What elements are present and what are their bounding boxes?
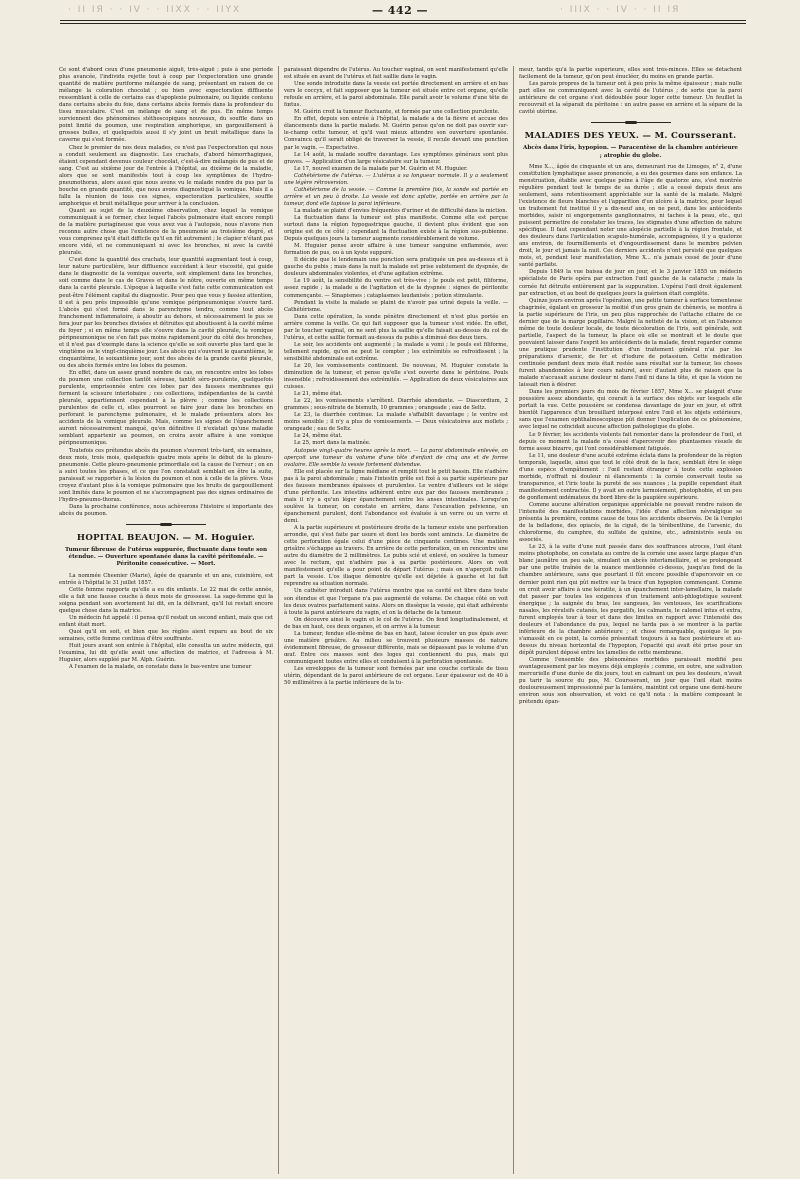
column-rule bbox=[278, 66, 279, 1174]
paragraph: Un cathéter introduit dans l'utérus montre que sa cavité est libre dans toute son étendue et que l'organe n'a pas augmenté de volume. De chaque côté on voit les deux ovaires parfaitement sains. Alors on dissèque la vessie, qui était adhérente à toute la paroi antérieure du vagin, et on la détache de la tumeur. bbox=[284, 588, 508, 616]
section-divider bbox=[126, 523, 206, 527]
paragraph: Toutefois ces prétendus abcès du poumon s'ouvrent très-tard, six semaines, deux mois, trois mois, quelquefois quatre mois après le début de la pleuro-pneumonie. Cette pleuro-pneumonie primordiale est la cause de l'erreur ; on en a suivi toutes les phases, et ce que l'on constatait semblait en être la suite, paraissait se rapporter à la lésion du poumon et non à celle de la plèvre. Vous croyez d'autant plus à la vomique pulmonaire que les bruits de gargouillement sont limités dans le poumon et ne s'accompagnent pas des signes ordinaires de l'hydro-pneumo-thorax. bbox=[59, 447, 273, 503]
paragraph: Une sonde introduite dans la vessie est portée directement en arrière et en bas vers le coccyx, et fait supposer que la tumeur est située entre cet organe, qu'elle refoule en arrière, et la paroi abdominale. Elle paraît avoir le volume d'une tête de fœtus. bbox=[284, 81, 508, 109]
paragraph: Elle est placée sur la ligne médiane et remplit tout le petit bassin. Elle n'adhère pas à la paroi abdominale ; mais l'intestin grêle est fixé à sa partie supérieure par des fausses membranes épaisses et purulentes. Le ventre d'ailleurs est le siége d'une péritonite. Les intestins adhèrent entre eux par des fausses membranes ; mais il n'y a qu'un léger épanchement entre les anses intestinales. Lorsqu'on soulève la tumeur, on constate en arrière, dans l'excavation pelvienne, un épanchement purulent, dont l'abondance est évaluée à un verre ou un verre et demi. bbox=[284, 468, 508, 524]
page-header bbox=[0, 0, 800, 66]
section-subtitle: Tumeur fibreuse de l'utérus suppurée, fluctuante dans toute son étendue. — Ouverture spontanée dans la cavité péritonéale. — Péritonite consécutive. — Mort. bbox=[64, 547, 268, 568]
paragraph: Le 17, nouvel examen de la malade par M. Guérin et M. Huguier. bbox=[294, 165, 468, 172]
paragraph: paraissant dépendre de l'utérus. Au toucher vaginal, on sent manifestement qu'elle est située en avant de l'utérus et fait saillie dans le vagin. bbox=[284, 67, 508, 81]
paragraph: Le soir, les accidents ont augmenté ; la malade a vomi ; le pouls est filiforme, tellement rapide, qu'on ne peut le compter ; les extrémités se refroidissent ; la sensibilité abdominale est extrême. bbox=[284, 341, 508, 362]
header-rule bbox=[60, 20, 746, 21]
paragraph: Quinze jours environ après l'opération, une petite tumeur à surface tomenteuse chagrinée, égalant en grosseur la moitié d'un gros grain de chènevis, se montra à la partie supérieure de l'iris, un peu plus rapprochée de l'attache ciliaire de ce dernier que de la marge pupillaire. Malgré la netteté de la vision, et en l'absence même de toute douleur locale, de toute décoloration de l'iris, soit générale, soit partielle, l'aspect de la tumeur, la place où elle se montrait et le doute que pouvaient laisser dans l'esprit les antécédents de la malade, firent regarder comme une pratique prudente l'institution d'un traitement général n'ai par les préparations d'arsenic, de fer et d'iodure de potassium. Cette médication continuée pendant deux mois était restée sans résultat sur la tumeur, les choses furent abandonnées à leur cours naturel, avec d'autant plus de raison que la malade n'accusait aucune douleur ni dans l'œil ni dans la tête, et que la vision ne laissait rien à désirer. bbox=[519, 297, 742, 389]
paragraph: A l'examen de la malade, on constate dans le bas-ventre une tumeur bbox=[69, 664, 252, 671]
column-rule bbox=[513, 66, 514, 1174]
column-left bbox=[59, 67, 273, 1175]
paragraph: Cette femme rapporte qu'elle a eu dix enfants. Le 22 mai de cette année, elle a fait une fausse couche à deux mois de grossesse. La sage-femme qui la soigna pendant son avortement lui dit, en la délivrant, qu'il lui restait encore quelque chose dans la matrice. bbox=[59, 586, 273, 614]
paragraph: Huit jours avant son entrée à l'hôpital, elle consulta un autre médecin, qui l'examina, lui dit qu'elle avait une affection de matrice, et l'adressa à M. Huguier, alors suppléé par M. Alph. Guérin. bbox=[59, 643, 273, 664]
paragraph: Ce sont d'abord ceux d'une pneumonie aiguë, très-aiguë ; puis à une période plus avancée, l'individu rejette tout à coup par l'expectoration une grande quantité de matière puriforme mélangée de sang, présentant en raison de ce mélange la coloration chocolat ; ou bien avec expectoration diffluente ressemblant à celle de certains cas d'apoplexie pulmonaire, ou liquide contenu dans certains abcès du foie, dans certains abcès formés dans la profondeur du tissu musculaire. C'est un mélange de sang et de pus. En même temps surviennent des phénomènes stéthoscopiques nouveaux, du souffle dans un point limité du poumon, une respiration amphorique, un gargouillement à grosses bulles, et quelquefois aussi il s'y joint un bruit métallique dans la caverne qui s'est formée. bbox=[59, 67, 273, 144]
paragraph: En effet, depuis son entrée à l'hôpital, la malade a de la fièvre et accuse des élancements dans la partie malade. M. Guérin pense qu'on ne doit pas ouvrir sur-le-champ cette tumeur, et qu'il vaut mieux attendre son ouverture spontanée. Convaincu qu'il serait obligé de traverser la vessie, il recule devant une ponction par le vagin. — Expectative. bbox=[284, 116, 508, 151]
bleed-through-text: · II IЯ · · IV · · IIXX · · IIYX bbox=[68, 5, 242, 15]
column-middle bbox=[284, 67, 508, 1175]
paragraph: Le 11, une douleur d'une acuité extrême éclata dans la profondeur de la région temporale, laquelle, ainsi que tout le côté droit de la face, semblait être le siège d'une espèce d'empâtement : l'œil restant étranger à toute cette explosion morbide, n'offrait ni douleur ni élancements : la cornée conservait toute sa transparence, et l'iris toute la pureté de ses nuances ; la pupille cependant était manifestement contractée. Il y avait en outre larmoiement, photophobie, et un peu de gonflement œdémateux du bord libre de la paupière supérieure. bbox=[519, 452, 742, 501]
paragraph: Depuis 1849 la vue baissa de jour en jour, et le 3 janvier 1855 un médecin spécialiste de Paris opéra par extraction l'œil gauche de la cataracte ; mais la cornée fut détruite entièrement par la suppuration. L'opérai l'œil droit également par extraction, et au bout de quelques jours la guérison était complète. bbox=[519, 269, 742, 297]
paragraph: En effet, dans un assez grand nombre de cas, on rencontre entre les lobes du poumon une collection tantôt séreuse, tantôt séro-purulente, quelquefois purulente, emprisonnée entre ces lobes par des fausses membranes qui forment la scissure interlobaire ; ces collections, indépendantes de la cavité pleurale, appartiennent cependant à la plèvre ; comme les collections purulentes de celle ci, elles pourront se faire jour dans les bronches en perforant le parenchyme pulmonaire, et le malade présentera alors les accidents de la vomique pleurale. Mais, comme les signes de l'épanchement auront nécessairement manqué, qu'en définitive il n'existait qu'une maladie semblant appartenir au poumon, on croira avoir affaire à une vomique péripneumonique. bbox=[59, 370, 273, 447]
paragraph: Le 20, les vomissements continuent. De nouveau, M. Huguier constate la diminution de la tumeur, et pense qu'elle s'est ouverte dans le péritoine. Pouls insensible ; refroidissement des extrémités. — Application de deux vésicatoires aux cuisses. bbox=[284, 362, 508, 391]
paragraph: Autopsie vingt-quatre heures après la mort. — La paroi abdominale enlevée, on aperçoit une tumeur du volume d'une tête d'enfant de cinq ans et de forme ovalaire. Elle semble la vessie fortement distendue. bbox=[284, 447, 508, 468]
section-subtitle: Abcès dans l'iris, hypopion. — Paracentèse de la chambre antérieure ; atrophie du globe. bbox=[523, 145, 738, 159]
column-right bbox=[519, 67, 742, 1175]
bleed-through-text: · IIIX · · IV · · II IЯ bbox=[560, 5, 681, 15]
paragraph: Pendant la visite la malade se plaint de n'avoir pas uriné depuis la veille. — Cathétérisme. bbox=[284, 299, 508, 313]
paragraph: Cathétérisme de la vessie. — Comme la première fois, la sonde est portée en arrière et un peu à droite. La vessie est donc aplatie, portée en arrière par la tumeur, dont elle tapisse la paroi inférieure. bbox=[284, 186, 508, 207]
paragraph: Quoi qu'il en soit, et bien que les règles aient reparu au bout de six semaines, cette femme continua d'être souffrante. bbox=[59, 628, 273, 643]
paragraph: Un médecin fut appelé : il pensa qu'il restait un second enfant, mais que cet enfant était mort. bbox=[59, 614, 273, 628]
paragraph: Chez le premier de nos deux malades, ce n'est pas l'expectoration qui nous a conduit seulement au diagnostic. Les crachats, d'abord hémorrhagiques, étaient cependant devenus couleur chocolat, c'est-à-dire mélangés de pus et de sang. C'est au sixième jour de l'entrée à l'hôpital, au dixième de la maladie, alors que se sont manifestés tout à coup les symptômes de l'hydro-pneumothorax, alors aussi que nous avons vu le malade rendre du pus par la bouche en grande quantité, que nous avons diagnostiqué la vomique. Mais il a fallu la réunion de tous ces signes, expectoration particulière, souffle amphorique et bruit métallique pour arriver à la conclusion. bbox=[59, 144, 273, 207]
paragraph: Quant au sujet de la deuxième observation, chez lequel la vomique communiquait à se former, chez lequel l'abcès pulmonaire était encore rempli de la matière puriagineuse que vous avez vue à l'autopsie, nous n'avons rien reconnu autre chose que l'existence de la pneumonie au troisième degré, et vous comprenez qu'il était difficile qu'il en fût autrement ; le clapier n'étant pas encore vidé, et ne communiquant ni avec les bronches, ni avec la cavité pleurale. bbox=[59, 207, 273, 257]
paragraph: La nommée Cheenier (Marie), âgée de quarante et un ans, cuisinière, est entrée à l'hôpital le 31 juillet 1857. bbox=[59, 572, 273, 586]
paragraph: Le 23, à la suite d'une nuit passée dans des souffrances atroces, l'œil étant moins photophobe, on constata au centre de la cornée une assez large plaque d'un blanc jaunâtre un peu sale, simulant un abcès interlamellaire, et se prolongeant par une petite traînée de la nuance mentionnée ci-dessus, jusqu'au fond de la chambre antérieure, sans que pourtant il fût encore possible d'apercevoir en ce dernier point rien qui pût mettre sur la trace d'un hypopion commençant. Comme on croit avoir affaire à une kératite, à un épanchement inter-lamellaire, la malade dut passer par toutes les exigences d'un traitement anti-phlogistique souvent énergique ; la saignée du bras, les sangsues, les ventouses, les scarifications nasales, les révulsifs cutanés, les purgatifs, les calmants, le calomel intus et extra, furent employés tour à tour et dans des limites en rapport avec l'intensité des douleurs et l'abondance du pus, lequel ne tarda pas à se montrer à la partie inférieure de la chambre antérieure ; et chose remarquable, quoique le pus s'amassât en ce point, la cornée présentait toujours à sa face postérieure et au-dessus du niveau horizontal de l'hypopion, l'opacité qui avait été prise pour un dépôt purulent déposé entre les lamelles de cette membrane. bbox=[519, 544, 742, 656]
section-title: HOPITAL BEAUJON. — M. Hoguier. bbox=[76, 533, 256, 543]
paragraph: Comme l'ensemble des phénomènes morbides paraissait modifié peu avantageusement par les moyens déjà employés ; comme, en outre, une salivation mercurielle d'une durée de dix jours, tout en calmant un peu les douleurs, n'avait pu tarir la source du pus, M. Coursserant, un jour que l'œil était moins douloureusement impressionné par la lumière, maintint cet organe une demi-heure environ sous son observation, et voici ce qu'il nota : la matière composant le prétendu épan- bbox=[519, 657, 742, 706]
paragraph: Cathétérisme de l'utérus. — L'utérus a sa longueur normale. Il y a seulement une légère rétroversion. bbox=[284, 172, 508, 186]
paragraph: On découvre ainsi le vagin et le col de l'utérus. On fend longitudinalement, et de bas en haut, ces deux organes, et on arrive à la tumeur. bbox=[284, 616, 508, 630]
paragraph: Le 21, même état. bbox=[294, 391, 343, 398]
paragraph: La fluctuation dans la tumeur est plus manifeste. Comme elle est perçue surtout dans la région hypogastrique gauche, il devient plus évident que son origine est de ce côté ; cependant la fluctuation existe à la région sus-pubienne. Depuis quelques jours la tumeur augmente considérablement de volume. bbox=[284, 214, 508, 243]
section-divider bbox=[591, 121, 671, 125]
paragraph: Le 22, les vomissements s'arrêtent. Diarrhée abondante. — Diascordium, 2 grammes ; sous-nitrate de bismuth, 10 grammes ; orangeade ; eau de Seltz. bbox=[284, 398, 508, 412]
paragraph: Les enveloppes de la tumeur sont formées par une couche corticale de tissu utérin, dépendant de la paroi antérieure de cet organe. Leur épaisseur est de 40 à 50 millimètres à la partie inférieure de la tu- bbox=[284, 665, 508, 687]
paragraph: C'est donc la quantité des crachats, leur quantité augmentant tout à coup, leur nature particulière, leur diffluence succédant à leur viscosité, qui guide dans le diagnostic de la vomique ouverte, soit simplement dans les bronches, soit comme dans le cas de Graves et dans le nôtre, ouverte en même temps dans la cavité pleurale. L'époque à laquelle s'est faite cette communication est peut-être l'élément capital du diagnostic. Pour peu que vous y fassiez attention, il est à peu près impossible qu'une vomique péripneumonique s'ouvre tard. L'abcès qui s'est formé dans le parenchyme tendra, comme tout abcès franchement inflammatoire, à aboutir au dehors, et nécessairement le pus se fera jour par les bronches divisées et détruites qui aboutissent à la cavité même du foyer ; si en même temps elle s'ouvre dans la cavité pleurale, la vomique péripneumonique ne s'en fait pas moins rapidement jour du côté des bronches, et il n'est pas d'exemple dans la science qu'elle se soit ouverte plus tard que le vingtième ou le vingt-cinquième jour. Les abcès qui s'ouvrent le quarantième, le cinquantième, le soixantième jour, sont des abcès de la grande cavité pleurale, ou des abcès formés entre les lobes du poumon. bbox=[59, 257, 273, 369]
paragraph: M. Huguier pense avoir affaire à une tumeur sanguine enflammée, avec formation de pus, ou à un kyste suppuré. bbox=[284, 243, 508, 257]
section-title: MALADIES DES YEUX. — M. Coursserant. bbox=[524, 131, 737, 142]
paragraph: Comme aucune altération organique appréciable ne pouvait rendre raison de l'intensité des manifestations morbides, l'idée d'une affection névralgique se présenta la première, comme cause de tous les accidents observés. De là l'emploi de la belladone, des opiacés, de la ciguë, de la térébenthine, de l'arsenic, du chloroforme, du camphre, du sulfate de quinine, etc., administrés seuls ou associés. bbox=[519, 501, 742, 544]
paragraph: La tumeur, fendue elle-même de bas en haut, laisse écouler un pus épais avec une matière grisâtre. Au milieu se trouvent plusieurs masses de nature évidemment fibreuse, de grosseur différente, mais se dépassant pas le volume d'un œuf. Entre ces masses sont des loges qui contiennent du pus, mais qui communiquent toutes entre elles et conduisent à la perforation spontanée. bbox=[284, 630, 508, 665]
page-number: — 442 — bbox=[371, 4, 429, 17]
paragraph: A la partie supérieure et postérieure droite de la tumeur existe une perforation arrondie, qui s'est faite par usure et dont les bords sont amincis. Le diamètre de cette perforation égale celui d'une pièce de cinquante centimes. Une matière grisâtre s'échappe au travers. En arrière de cette perforation, on en rencontre une autre du diamètre de 2 millimètres. Le pubis scié et enlevé, on soulève la tumeur avec le rectum, qui n'adhère pas à sa partie postérieure. Alors on voit manifestement qu'elle a pour point de départ l'utérus ; mais on n'aperçoit nulle part la vessie. L'os iliaque démontre qu'elle est déjetée à gauche et lui fait reprendre sa situation normale. bbox=[284, 525, 508, 588]
paragraph: Le 19 août, la sensibilité du ventre est très-vive ; le pouls est petit, filiforme, assez rapide ; la malade a de l'agitation et de la dyspnée : signes de péritonite commençante. — Sinapismes ; cataplasmes laudanisés ; potion stimulante. bbox=[284, 278, 508, 299]
paragraph: Les parois propres de la tumeur ont à peu près la même épaisseur ; mais nulle part elles ne communiquent avec la cavité de l'utérus ; de sorte que la paroi antérieure de cet organe s'est dédoublée pour loger cette tumeur. Un feuillet la recouvrait et la séparait du péritoine : un autre passe en arrière et la sépare de la cavité utérine. bbox=[519, 81, 742, 116]
paragraph: Mme X..., âgée de cinquante et un ans, demeurant rue de Limoges, n° 2, d'une constitution lymphatique assez prononcée, a eu des gourmes dans son enfance. La menstruation, établie avec quelque peine à l'âge de quatorze ans, s'est montrée régulière pendant tout le temps de sa durée ; elle a cessé depuis deux ans seulement, sans retentissement appréciable sur la santé de la malade. Malgré l'existence de fleurs blanches et l'apparition d'un ulcère à la matrice, pour lequel un traitement fut institué il y a dix-neuf ans, on ne peut, dans les antécédents morbides, saisir ni engorgements ganglionnaires, ni taches à la peau, etc., qui puissent permettre de constater les traces, les stigmates d'une affection de nature spécifique. Il faut cependant noter une alopécie partielle à la région frontale, et des douleurs dans l'articulation scapulo-humérale, accompagnées, il y a quatorze ans environ, de fourmillements et d'engourdissement dans le membre pelvien droit, le jour et jamais la nuit. Ces derniers accidents n'ont persisté que quelques mois, et, pendant leur manifestation, Mme X... n'a jamais cessé de jouir d'une santé parfaite. bbox=[519, 163, 742, 269]
paragraph: Le 24, même état. bbox=[294, 433, 343, 440]
header-rule bbox=[60, 23, 746, 24]
paragraph: La malade se plaint d'envies fréquentes d'uriner et de difficulté dans la miction. bbox=[294, 207, 508, 214]
paragraph: Dans la prochaine conférence, nous achèverons l'histoire si importante des abcès du poumon. bbox=[59, 503, 273, 517]
paragraph: meur, tandis qu'à la partie supérieure, elles sont très-minces. Elles se détachent facilement de la tumeur, qu'on peut énucléer, du moins en grande partie. bbox=[519, 67, 742, 81]
paragraph: M. Guérin croit la tumeur fluctuante, et formée par une collection purulente. bbox=[294, 109, 500, 116]
paragraph: Dans cette opération, la sonde pénètre directement et n'est plus portée en arrière comme la veille. Ce qui fait supposer que la tumeur s'est vidée. En effet, par le toucher vaginal, on ne sent plus la saillie qu'elle faisait au-dessus du col de l'utérus, et cette saillie formait au-dessus du pubis a diminué des deux tiers. bbox=[284, 313, 508, 341]
paragraph: Le 14 août, la malade souffre davantage. Les symptômes généraux sont plus graves. — Application d'un large vésicatoire sur la tumeur. bbox=[284, 151, 508, 165]
paragraph: Il décide que le lendemain une ponction sera pratiquée un peu au-dessus et à gauche du pubis ; mais dans la nuit la malade est prise subitement de dyspnée, de douleurs abdominales violentes, et d'une agitation extrême. bbox=[284, 257, 508, 278]
paragraph: Le 9 février, les accidents violents fait remonter dans la profondeur de l'œil, et depuis ce moment la malade n'a cessé d'apercevoir des phantasmes visuels de forme assez bizarre, qui l'ont considérablement fatiguée. bbox=[519, 431, 742, 452]
paragraph: Le 23, la diarrhée continue. La malade s'affaiblit davantage ; le ventre est moins sensible ; il n'y a plus de vomissements. — Deux vésicatoires aux mollets ; orangeade ; eau de Seltz. bbox=[284, 412, 508, 433]
paragraph: Dans les premiers jours du mois de février 1857, Mme X... se plaignit d'une poussière assez abondante, qui courait à la surface des objets sur lesquels elle portait la vue. Cette poussière se condensa davantage de jour en jour, et offrit bientôt l'apparence d'un brouillard interposé entre l'œil et les objets extérieurs, sans que l'examen ophthalmoscopique pût donner l'explication de ce phénomène, avec lequel ne coïncidait aucune affection pathologique du globe. bbox=[519, 389, 742, 431]
paragraph: Le 25, mort dans la matinée. bbox=[294, 440, 371, 447]
